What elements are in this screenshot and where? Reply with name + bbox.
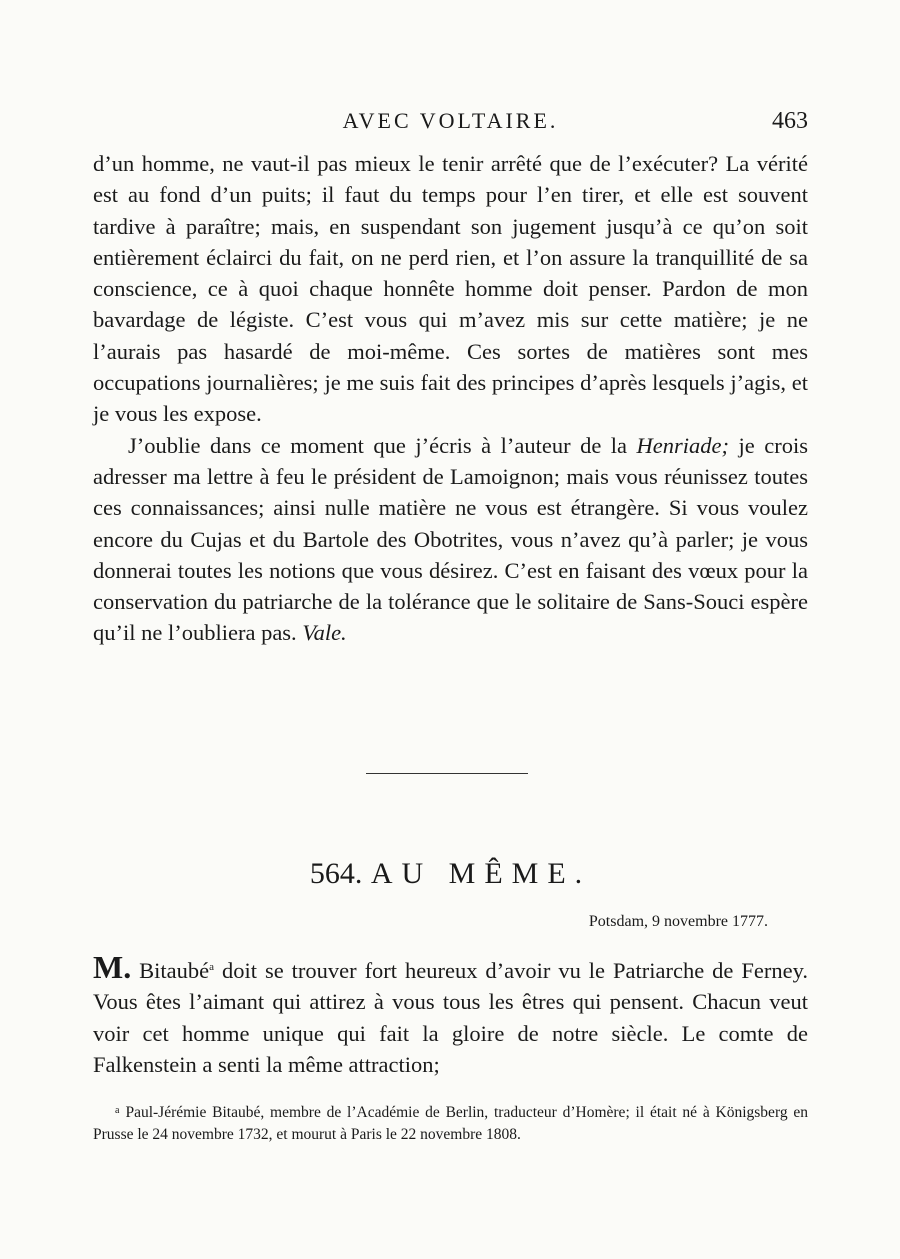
footnote-text: Paul-Jérémie Bitaubé, membre de l’Académie de Berlin, traducteur d’Homère; il était né à Königsberg en Prusse le 24 novembre 1732, et mourut à Paris le 22 novembre 1808.: [93, 1104, 808, 1143]
dropcap: M.: [93, 949, 132, 985]
paragraph-1: d’un homme, ne vaut-il pas mieux le tenir arrêté que de l’exécuter? La vérité est au fond d’un puits; il faut du temps pour l’en tirer, et elle est souvent tardive à paraître; mais, en suspendant son jugement jusqu’à ce qu’on soit entièrement éclairci du fait, on ne perd rien, et l’on assure la tranquillité de sa conscience, ce à quoi chaque honnête homme doit penser. Pardon de mon bavardage de légiste. C’est vous qui m’avez mis sur cette matière; je ne l’aurais pas hasardé de moi-même. Ces sortes de matières sont mes occupations journalières; je me suis fait des principes d’après lesquels j’agis, et je vous les expose.: [93, 151, 808, 427]
footnote-reference: a: [209, 961, 215, 973]
running-head: [93, 108, 808, 142]
letter-text: doit se trouver fort heureux d’avoir vu le Patriarche de Ferney. Vous êtes l’aimant qui attirez à vous tous les êtres qui pensent. Chacun veut voir cet homme unique qui fait la gloire de notre siècle. Le comte de Falkenstein a senti la même attraction;: [93, 958, 808, 1077]
running-title: AVEC VOLTAIRE.: [342, 108, 559, 133]
section-divider: [366, 773, 528, 774]
footnote-marker: a: [115, 1105, 120, 1116]
paragraph-2-before: J’oublie dans ce moment que j’écris à l’auteur de la: [128, 432, 637, 458]
footnote: [93, 1100, 808, 1146]
work-title-henriade: Henriade;: [636, 432, 730, 458]
letter-addressee: AU MÊME.: [370, 857, 592, 890]
body-text: [93, 148, 808, 649]
closing-vale: Vale.: [302, 620, 347, 646]
letter-heading: [93, 857, 808, 891]
first-word: Bitaubé: [131, 958, 210, 983]
paragraph-2: [93, 430, 808, 649]
letter-body: [93, 949, 808, 1080]
page-number: 463: [772, 108, 808, 134]
letter-number: 564.: [309, 857, 363, 890]
letter-dateline: Potsdam, 9 novembre 1777.: [588, 913, 768, 930]
paragraph-2-after: je crois adresser ma lettre à feu le président de Lamoignon; mais vous réunissez toutes ces connaissances; ainsi nulle matière ne vous est étrangère. Si vous voulez encore du Cujas et du Bartole des Obotrites, vous n’avez qu’à parler; je vous donnerai toutes les notions que vous désirez. C’est en faisant des vœux pour la conservation du patriarche de la tolérance que le solitaire de Sans-Souci espère qu’il ne l’oubliera pas.: [93, 432, 808, 646]
